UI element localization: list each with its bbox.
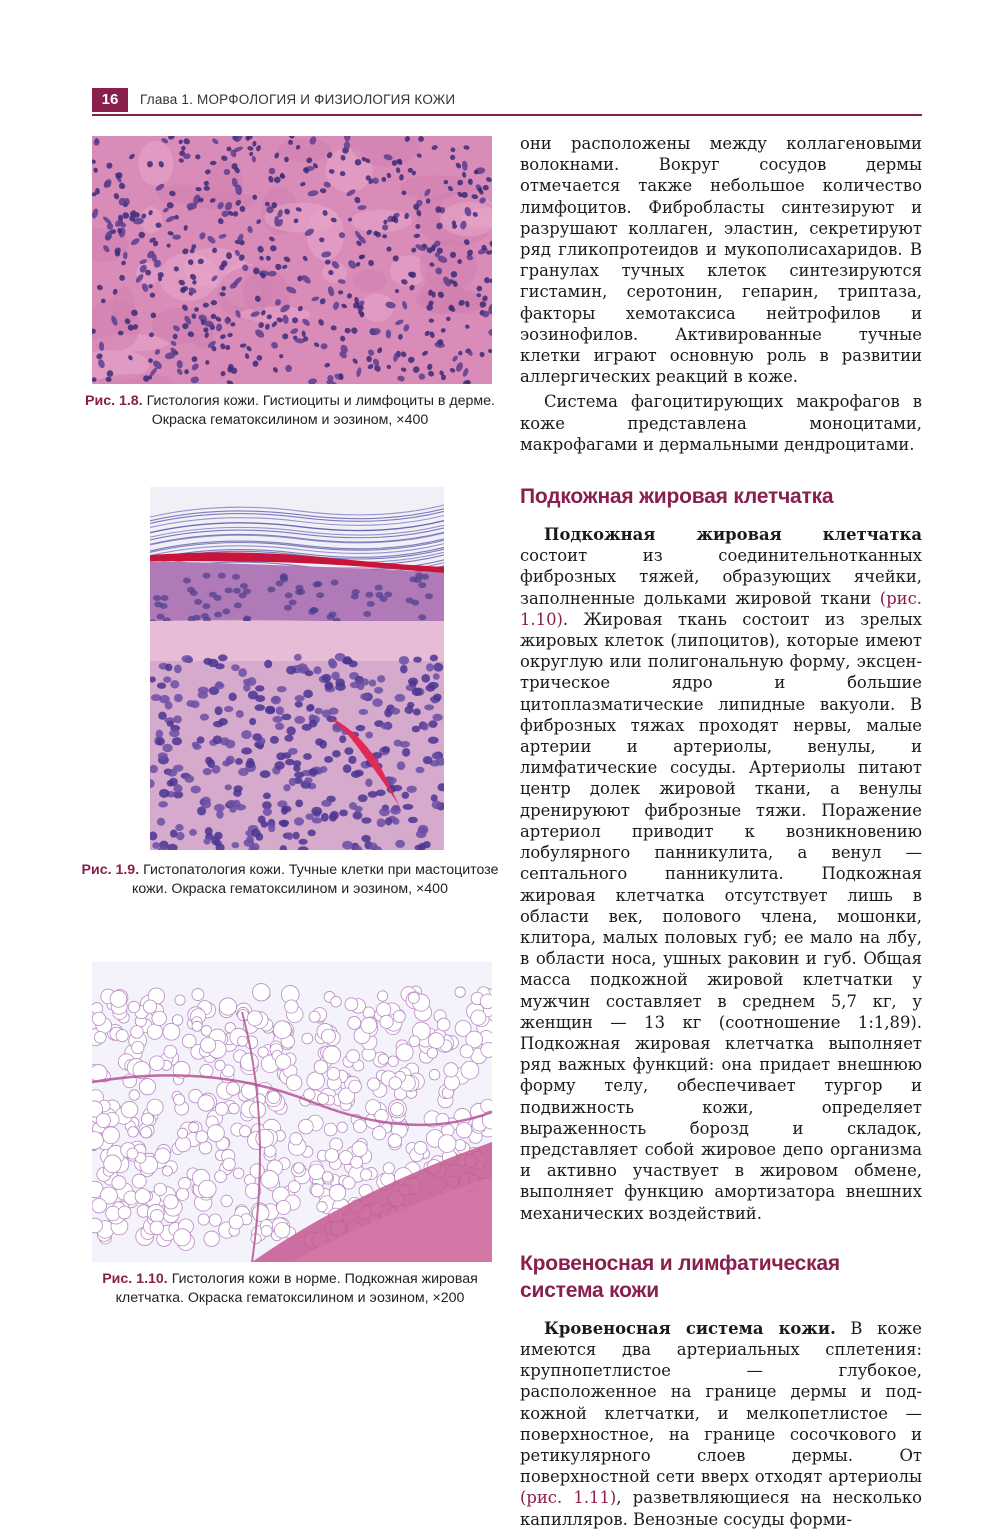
running-header [92, 88, 922, 116]
figure-label: Рис. 1.9. [81, 862, 140, 878]
figure-1-8-caption [80, 392, 500, 430]
figure-label: Рис. 1.10. [102, 1271, 168, 1287]
histology-subcutis-image [92, 962, 492, 1262]
histology-mastocytosis-image [150, 487, 444, 850]
section-heading [520, 1250, 922, 1304]
figure-1-9-image [150, 487, 444, 850]
bold-term: Подкожная жировая клетчатка [544, 525, 922, 545]
text-column [520, 133, 922, 1530]
figure-1-10-image [92, 962, 492, 1262]
histology-dermis-image [92, 136, 492, 384]
paragraph-text: состоит из соединительнотканных фиброзных тяжей, образующих ячейки, заполненные дольками жировой ткани [520, 546, 922, 608]
paragraph: Система фагоцитирующих макрофагов в коже представлена моноцитами, макрофагами и дермальными дендроцитами. [520, 392, 922, 454]
caption-text: клетчатка. Окраска гематоксилином и эозином, ×200 [115, 1290, 465, 1306]
caption-text: Гистология кожи в норме. Подкожная жировая [171, 1271, 478, 1287]
figure-label: Рис. 1.8. [85, 393, 143, 409]
paragraph [520, 1318, 922, 1530]
figure-1-8-image [92, 136, 492, 384]
caption-text: Окраска гематоксилином и эозином, ×400 [151, 412, 429, 428]
caption-text: Гистопатология кожи. Тучные клетки при мастоцитозе [143, 862, 499, 878]
chapter-title: Глава 1. МОРФОЛОГИЯ И ФИЗИОЛОГИЯ КОЖИ [140, 92, 456, 107]
figure-reference: (рис. 1.10) [520, 588, 922, 629]
paragraph-text: , разветвляющиеся на несколько капилляров. Венозные сосуды форми- [520, 1488, 922, 1529]
caption-text: Гистология кожи. Гистиоциты и лимфоциты в дерме. [146, 393, 495, 409]
bold-term: Кровеносная система кожи. [544, 1318, 836, 1338]
paragraph-text: . Жировая ткань состоит из зрелых жировых клеток (липоцитов), которые имеют округлую или полигональную форму, эксцентрическое ядро и большие цитоплазматические липидные вакуоли. В фиброзных тяжах проходят нервы, малые артерии и артериолы, венулы, и лимфатические сосуды. Артериолы питают центр долек жировой ткани, а венулы дренируюют фиброзные тяжи. Поражение артериол приводит к возникновению лобулярного панникулита, а венул — септального панникулита. Подкожная жировая клетчатка отсутствует лишь в области век, полового члена, мошонки, клитора, малых половых губ; ее мало на лбу, в области носа, ушных раковин и губ. Общая масса подкожной жировой клетчатки у мужчин составляет в среднем 5,7 кг, у женщин — 13 кг (соотношение 1:1,89). Подкожная жировая клетчатка выполняет ряд важных функций: она придает внешнюю форму телу, обеспечивает тургор и подвижность кожи, определяет выраженность борозд и складок, представляет собой жировое депо организма и активно участвует в жировом обмене, выполняет функцию амортизатора внешних механических воздействий. [520, 609, 922, 1223]
caption-text: кожи. Окраска гематоксилином и эозином, ×400 [132, 881, 448, 897]
paragraph: они расположены между коллагеновыми волокнами. Вокруг сосудов дермы отмечается также небольшое количество лимфоцитов. Фибробласты синтезируют и разрушают коллаген, эластин, секретируют ряд гликопротеидов и мукополисахаридов. В гранулах тучных клеток синтезируются гистамин, серотонин, гепарин, триптаза, факторы хемотаксиса нейтрофилов и эозинофилов. Активированные тучные клетки играют основную роль в развитии аллергических реакций в коже. [520, 134, 922, 387]
heading-line: система кожи [520, 1278, 659, 1302]
figure-1-10-caption [80, 1270, 500, 1308]
heading-line: Кровеносная и лимфатическая [520, 1251, 840, 1275]
page-number: 16 [92, 88, 128, 112]
section-heading: Подкожная жировая клетчатка [520, 485, 834, 509]
paragraph-text: В коже имеются два артериальных сплетения: крупнопетлистое — глубокое, расположенное на границе дермы и подкожной клетчатки, и мелкопетлистое — поверхностное, на границе сосочкового и ретикулярного слоев дермы. От поверхностной сети вверх отходят артериолы [520, 1318, 922, 1487]
figure-reference: (рис. 1.11) [520, 1488, 617, 1508]
figure-1-9-caption [80, 861, 500, 899]
paragraph [520, 524, 922, 1224]
